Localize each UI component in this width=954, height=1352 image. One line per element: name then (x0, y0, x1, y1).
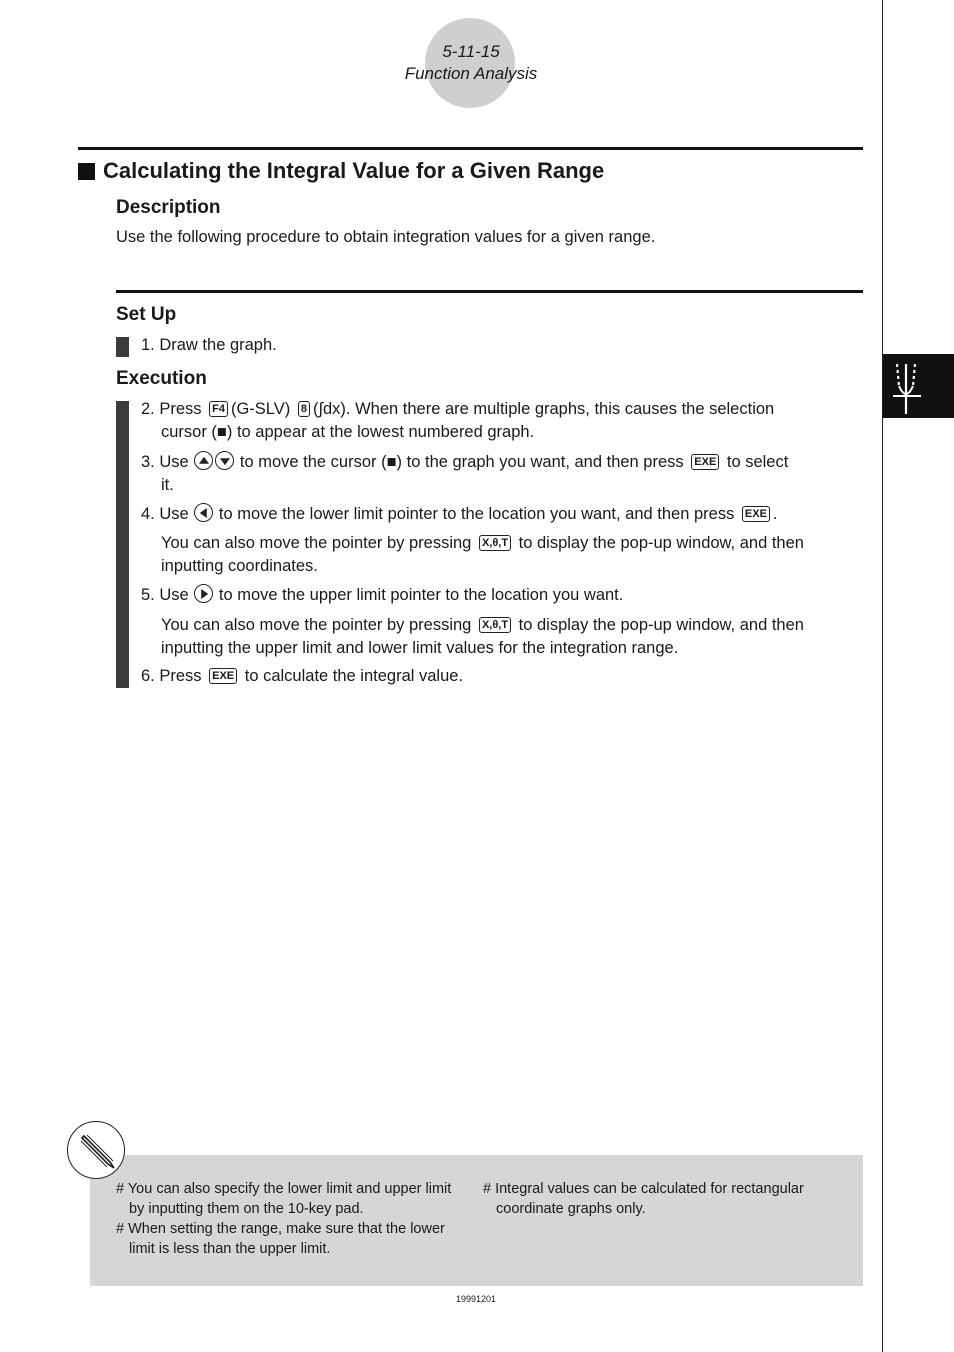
x-theta-t-key-icon: X,θ,T (479, 617, 511, 633)
footer-code: 19991201 (455, 1294, 497, 1304)
execution-step-6: 6. Press EXE to calculate the integral value. (141, 667, 464, 685)
execution-step-5-note: You can also move the pointer by pressing X,θ,T to display the pop-up window, and then inputting the upper limit and lower limit values for the integration range. (161, 616, 804, 657)
page-number: 5-11-15 (442, 42, 500, 61)
setup-top-rule (116, 290, 863, 293)
section-title (78, 158, 604, 184)
exe-key-icon: EXE (209, 668, 237, 684)
section-top-rule (78, 147, 863, 150)
right-arrow-key-icon (194, 584, 213, 603)
down-arrow-key-icon (215, 451, 234, 470)
section-title-text: Calculating the Integral Value for a Given Range (103, 158, 605, 183)
notes-left-column (116, 1179, 464, 1259)
x-theta-t-key-icon: X,θ,T (479, 535, 511, 551)
note-item: # When setting the range, make sure that the lower limit is less than the upper limit. (116, 1221, 445, 1257)
execution-step-2: 2. Press F4 (G-SLV) 8 (∫dx). When there are multiple graphs, this causes the selection cursor (■) to appear at the lowest numbered graph. (141, 400, 775, 441)
execution-step-5: 5. Use to move the upper limit pointer to the location you want. (141, 586, 624, 604)
setup-step-1: 1. Draw the graph. (141, 336, 277, 354)
header-badge (425, 18, 515, 108)
description-text: Use the following procedure to obtain integration values for a given range. (116, 228, 656, 246)
f4-key-icon: F4 (209, 401, 228, 417)
execution-heading: Execution (116, 368, 207, 389)
notes-right-column (483, 1179, 843, 1219)
pencil-icon (67, 1121, 125, 1179)
right-margin-rule (882, 0, 883, 1352)
up-arrow-key-icon (194, 451, 213, 470)
exe-key-icon: EXE (742, 506, 770, 522)
setup-step-bar (116, 337, 129, 357)
execution-step-bar (116, 401, 129, 688)
note-item: # You can also specify the lower limit and upper limit by inputting them on the 10-key pad. (116, 1181, 452, 1217)
execution-step-4-note: You can also move the pointer by pressing X,θ,T to display the pop-up window, and then inputting coordinates. (161, 534, 804, 575)
graph-analysis-tab-icon (889, 358, 925, 416)
chapter-side-tab (883, 354, 954, 418)
setup-heading: Set Up (116, 304, 177, 325)
note-item: # Integral values can be calculated for rectangular coordinate graphs only. (483, 1181, 804, 1217)
8-key-icon: 8 (298, 401, 310, 417)
description-heading: Description (116, 197, 221, 218)
execution-step-3: 3. Use to move the cursor (■) to the graph you want, and then press EXE to select it. (141, 453, 789, 494)
chapter-title: Function Analysis (404, 64, 538, 83)
left-arrow-key-icon (194, 503, 213, 522)
exe-key-icon: EXE (691, 454, 719, 470)
square-bullet-icon (78, 163, 95, 180)
execution-step-4: 4. Use to move the lower limit pointer to the location you want, and then press EXE . (141, 505, 778, 523)
